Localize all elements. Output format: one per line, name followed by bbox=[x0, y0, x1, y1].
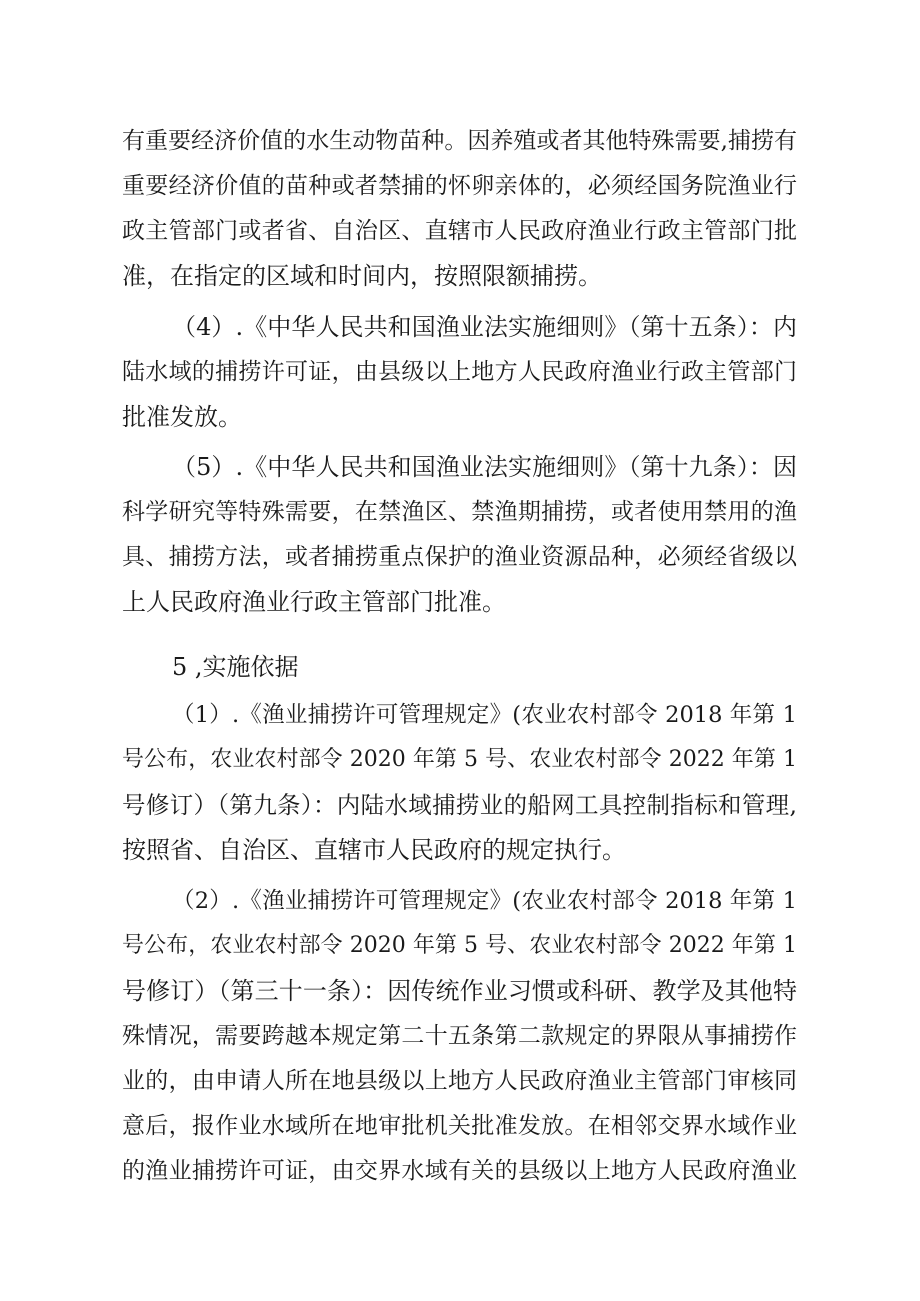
paragraph-line: （5）.《中华人民共和国渔业法实施细则》（第十九条）：因 bbox=[172, 453, 797, 481]
paragraph-line: 具、捕捞方法，或者捕捞重点保护的渔业资源品种，必须经省级以 bbox=[122, 544, 797, 570]
paragraph-line: （4）.《中华人民共和国渔业法实施细则》（第十五条）：内 bbox=[172, 313, 797, 341]
paragraph-line: 批准发放。 bbox=[122, 403, 242, 431]
paragraph-line: （1）.《渔业捕捞许可管理规定》(农业农村部令 2018 年第 1 bbox=[172, 702, 797, 728]
section-heading: 5 ,实施依据 bbox=[172, 653, 299, 681]
paragraph-line: 号公布，农业农村部令 2020 年第 5 号、农业农村部令 2022 年第 1 bbox=[122, 747, 797, 772]
paragraph-line: 号修订）（第九条）：内陆水域捕捞业的船网工具控制指标和管理, bbox=[122, 791, 797, 819]
paragraph-line: 重要经济价值的苗种或者禁捕的怀卵亲体的，必须经国务院渔业行 bbox=[122, 173, 797, 199]
paragraph-line: 有重要经济价值的水生动物苗种。因养殖或者其他特殊需要,捕捞有 bbox=[122, 128, 797, 154]
paragraph-line: 科学研究等特殊需要，在禁渔区、禁渔期捕捞，或者使用禁用的渔 bbox=[122, 499, 797, 525]
paragraph-line: 的渔业捕捞许可证，由交界水域有关的县级以上地方人民政府渔业 bbox=[122, 1158, 797, 1184]
paragraph-line: 上人民政府渔业行政主管部门批准。 bbox=[122, 588, 506, 616]
paragraph-line: 按照省、自治区、直辖市人民政府的规定执行。 bbox=[122, 836, 626, 864]
paragraph-line: 准，在指定的区域和时间内，按照限额捕捞。 bbox=[122, 262, 602, 290]
paragraph-line: 陆水域的捕捞许可证，由县级以上地方人民政府渔业行政主管部门 bbox=[122, 359, 797, 385]
paragraph-line: 业的，由申请人所在地县级以上地方人民政府渔业主管部门审核同 bbox=[122, 1068, 797, 1094]
paragraph-line: 殊情况，需要跨越本规定第二十五条第二款规定的界限从事捕捞作 bbox=[122, 1023, 797, 1049]
paragraph-line: 政主管部门或者省、自治区、直辖市人民政府渔业行政主管部门批 bbox=[122, 218, 797, 244]
paragraph-line: （2）.《渔业捕捞许可管理规定》(农业农村部令 2018 年第 1 bbox=[172, 888, 797, 914]
paragraph-line: 号修订）（第三十一条）：因传统作业习惯或科研、教学及其他特 bbox=[122, 977, 797, 1005]
paragraph-line: 意后，报作业水域所在地审批机关批准发放。在相邻交界水域作业 bbox=[122, 1113, 797, 1139]
paragraph-line: 号公布，农业农村部令 2020 年第 5 号、农业农村部令 2022 年第 1 bbox=[122, 933, 797, 958]
